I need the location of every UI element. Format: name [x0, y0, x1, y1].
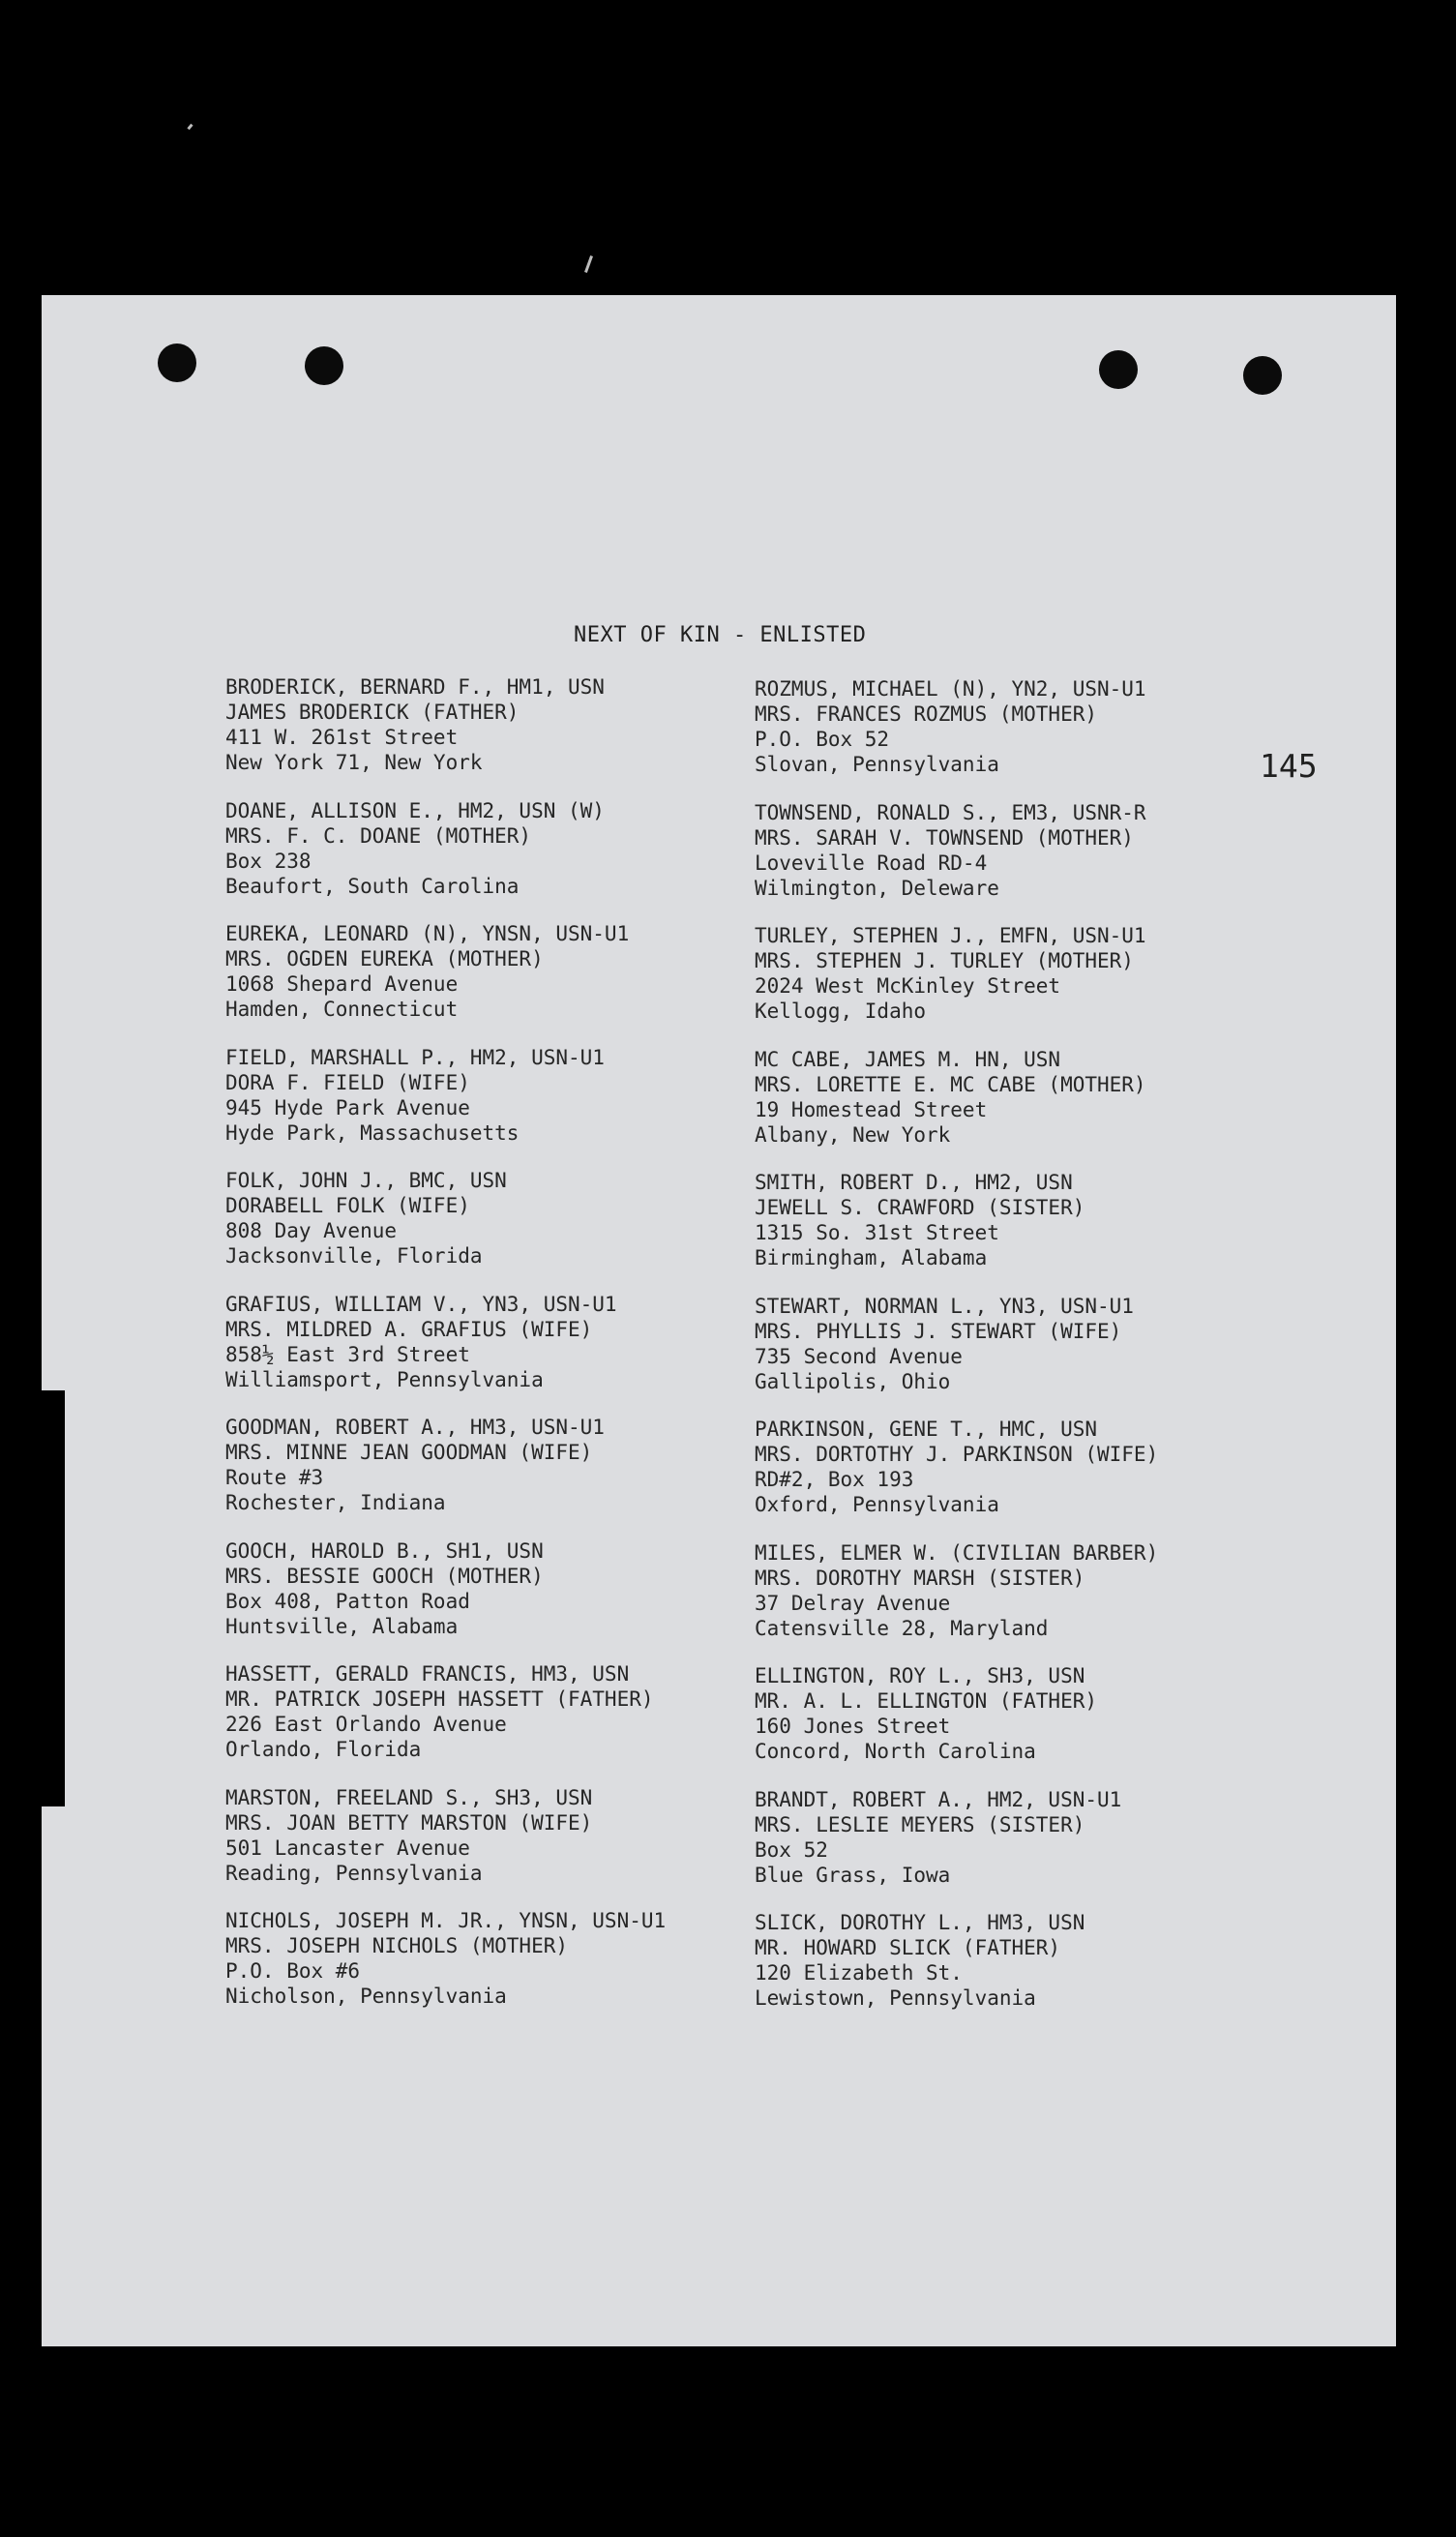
street-address: 37 Delray Avenue: [755, 1591, 951, 1615]
record-entry: [755, 800, 1296, 924]
record-entry: [225, 1785, 767, 1909]
service-member-name: DOANE, ALLISON E., HM2, USN (W): [225, 798, 605, 822]
city-state: New York 71, New York: [225, 751, 483, 774]
street-address: Box 238: [225, 849, 312, 873]
service-member-name: BRODERICK, BERNARD F., HM1, USN: [225, 675, 605, 699]
city-state: Hamden, Connecticut: [225, 998, 459, 1021]
page-edge-shadow: [42, 1390, 65, 1806]
service-member-name: PARKINSON, GENE T., HMC, USN: [755, 1418, 1098, 1441]
next-of-kin: MRS. DOROTHY MARSH (SISTER): [755, 1566, 1085, 1590]
city-state: Albany, New York: [755, 1122, 951, 1147]
service-member-name: NICHOLS, JOSEPH M. JR., YNSN, USN-U1: [225, 1909, 667, 1932]
next-of-kin: MRS. LORETTE E. MC CABE (MOTHER): [755, 1072, 1146, 1096]
service-member-name: GRAFIUS, WILLIAM V., YN3, USN-U1: [225, 1292, 617, 1316]
scan-speck: [584, 255, 593, 273]
street-address: 226 East Orlando Avenue: [225, 1713, 507, 1736]
city-state: Lewistown, Pennsylvania: [755, 1986, 1036, 2010]
street-address: 735 Second Avenue: [755, 1344, 963, 1368]
next-of-kin: MRS. LESLIE MEYERS (SISTER): [755, 1812, 1085, 1836]
page-title: NEXT OF KIN - ENLISTED: [574, 623, 867, 647]
right-column: [755, 676, 1296, 2034]
city-state: Gallipolis, Ohio: [755, 1369, 951, 1393]
record-entry: [755, 1417, 1296, 1540]
city-state: Oxford, Pennsylvania: [755, 1493, 999, 1516]
street-address: 501 Lancaster Avenue: [225, 1836, 470, 1860]
city-state: Blue Grass, Iowa: [755, 1863, 951, 1887]
city-state: Reading, Pennsylvania: [225, 1861, 483, 1885]
service-member-name: MILES, ELMER W. (CIVILIAN BARBER): [755, 1540, 1159, 1565]
service-member-name: SMITH, ROBERT D., HM2, USN: [755, 1171, 1073, 1194]
street-address: Loveville Road RD-4: [755, 851, 988, 875]
city-state: Concord, North Carolina: [755, 1740, 1036, 1763]
next-of-kin: MRS. OGDEN EUREKA (MOTHER): [225, 947, 544, 970]
street-address: 19 Homestead Street: [755, 1097, 988, 1121]
record-entry: [225, 1415, 767, 1538]
city-state: Catensville 28, Maryland: [755, 1616, 1049, 1640]
service-member-name: EUREKA, LEONARD (N), YNSN, USN-U1: [225, 922, 630, 945]
record-entry: [225, 798, 767, 922]
service-member-name: GOOCH, HAROLD B., SH1, USN: [225, 1538, 544, 1563]
record-entry: [755, 1787, 1296, 1911]
street-address: RD#2, Box 193: [755, 1468, 914, 1491]
city-state: Williamsport, Pennsylvania: [225, 1367, 544, 1391]
scan-speck: [187, 124, 193, 131]
service-member-name: MARSTON, FREELAND S., SH3, USN: [225, 1785, 593, 1809]
street-address: 1068 Shepard Avenue: [225, 972, 459, 996]
city-state: Jacksonville, Florida: [225, 1244, 483, 1268]
city-state: Rochester, Indiana: [225, 1491, 446, 1514]
service-member-name: ROZMUS, MICHAEL (N), YN2, USN-U1: [755, 677, 1146, 701]
record-entry: [225, 1045, 767, 1169]
next-of-kin: JAMES BRODERICK (FATHER): [225, 701, 520, 724]
city-state: Hyde Park, Massachusetts: [225, 1120, 520, 1145]
street-address: 120 Elizabeth St.: [755, 1961, 963, 1985]
page-number: 145: [1260, 747, 1318, 785]
next-of-kin: MRS. FRANCES ROZMUS (MOTHER): [755, 702, 1098, 726]
service-member-name: BRANDT, ROBERT A., HM2, USN-U1: [755, 1787, 1122, 1811]
street-address: 160 Jones Street: [755, 1715, 951, 1738]
street-address: 858½ East 3rd Street: [225, 1342, 470, 1366]
record-entry: [755, 1540, 1296, 1664]
city-state: Birmingham, Alabama: [755, 1246, 988, 1269]
city-state: Kellogg, Idaho: [755, 1000, 927, 1023]
city-state: Huntsville, Alabama: [225, 1614, 459, 1638]
punch-hole: [305, 346, 343, 385]
service-member-name: STEWART, NORMAN L., YN3, USN-U1: [755, 1294, 1134, 1318]
next-of-kin: MRS. JOAN BETTY MARSTON (WIFE): [225, 1810, 593, 1835]
service-member-name: FOLK, JOHN J., BMC, USN: [225, 1169, 507, 1192]
street-address: P.O. Box #6: [225, 1959, 361, 1983]
city-state: Orlando, Florida: [225, 1738, 422, 1761]
next-of-kin: MRS. STEPHEN J. TURLEY (MOTHER): [755, 949, 1134, 972]
next-of-kin: MRS. BESSIE GOOCH (MOTHER): [225, 1564, 544, 1588]
record-entry: [755, 923, 1296, 1047]
city-state: Nicholson, Pennsylvania: [225, 1985, 507, 2008]
street-address: 411 W. 261st Street: [225, 726, 459, 749]
record-entry: [225, 921, 767, 1045]
punch-hole: [1099, 350, 1138, 389]
record-entry: [755, 1663, 1296, 1787]
next-of-kin: MRS. PHYLLIS J. STEWART (WIFE): [755, 1319, 1122, 1343]
service-member-name: FIELD, MARSHALL P., HM2, USN-U1: [225, 1045, 605, 1069]
service-member-name: GOODMAN, ROBERT A., HM3, USN-U1: [225, 1416, 605, 1439]
next-of-kin: MRS. F. C. DOANE (MOTHER): [225, 823, 532, 848]
next-of-kin: MRS. DORTOTHY J. PARKINSON (WIFE): [755, 1443, 1159, 1466]
record-entry: [755, 676, 1296, 800]
city-state: Wilmington, Deleware: [755, 876, 999, 900]
next-of-kin: DORABELL FOLK (WIFE): [225, 1194, 470, 1217]
next-of-kin: MR. A. L. ELLINGTON (FATHER): [755, 1689, 1098, 1713]
next-of-kin: MRS. SARAH V. TOWNSEND (MOTHER): [755, 825, 1134, 850]
record-entry: [755, 1910, 1296, 2034]
street-address: Route #3: [225, 1466, 324, 1489]
record-entry: [225, 1661, 767, 1785]
street-address: 945 Hyde Park Avenue: [225, 1095, 470, 1119]
record-entry: [225, 1168, 767, 1292]
record-entry: [225, 1908, 767, 2032]
punch-hole: [1243, 356, 1282, 395]
service-member-name: ELLINGTON, ROY L., SH3, USN: [755, 1664, 1085, 1687]
left-column: [225, 674, 767, 2032]
city-state: Slovan, Pennsylvania: [755, 753, 999, 776]
next-of-kin: MRS. JOSEPH NICHOLS (MOTHER): [225, 1934, 569, 1957]
next-of-kin: DORA F. FIELD (WIFE): [225, 1070, 470, 1094]
next-of-kin: MR. HOWARD SLICK (FATHER): [755, 1936, 1061, 1959]
record-entry: [225, 1292, 767, 1416]
city-state: Beaufort, South Carolina: [225, 874, 520, 898]
street-address: P.O. Box 52: [755, 728, 890, 751]
record-entry: [225, 674, 767, 798]
street-address: 1315 So. 31st Street: [755, 1221, 999, 1244]
service-member-name: TURLEY, STEPHEN J., EMFN, USN-U1: [755, 924, 1146, 947]
next-of-kin: MRS. MILDRED A. GRAFIUS (WIFE): [225, 1317, 593, 1341]
record-entry: [755, 1047, 1296, 1171]
next-of-kin: MR. PATRICK JOSEPH HASSETT (FATHER): [225, 1687, 654, 1711]
service-member-name: TOWNSEND, RONALD S., EM3, USNR-R: [755, 800, 1146, 824]
service-member-name: SLICK, DOROTHY L., HM3, USN: [755, 1911, 1085, 1934]
street-address: 808 Day Avenue: [225, 1219, 398, 1242]
street-address: Box 408, Patton Road: [225, 1589, 470, 1613]
service-member-name: MC CABE, JAMES M. HN, USN: [755, 1047, 1061, 1071]
record-entry: [755, 1170, 1296, 1294]
service-member-name: HASSETT, GERALD FRANCIS, HM3, USN: [225, 1662, 630, 1686]
next-of-kin: MRS. MINNE JEAN GOODMAN (WIFE): [225, 1441, 593, 1464]
punch-hole: [158, 343, 196, 382]
street-address: 2024 West McKinley Street: [755, 974, 1061, 998]
record-entry: [755, 1294, 1296, 1418]
street-address: Box 52: [755, 1837, 828, 1862]
next-of-kin: JEWELL S. CRAWFORD (SISTER): [755, 1196, 1085, 1219]
record-entry: [225, 1538, 767, 1662]
